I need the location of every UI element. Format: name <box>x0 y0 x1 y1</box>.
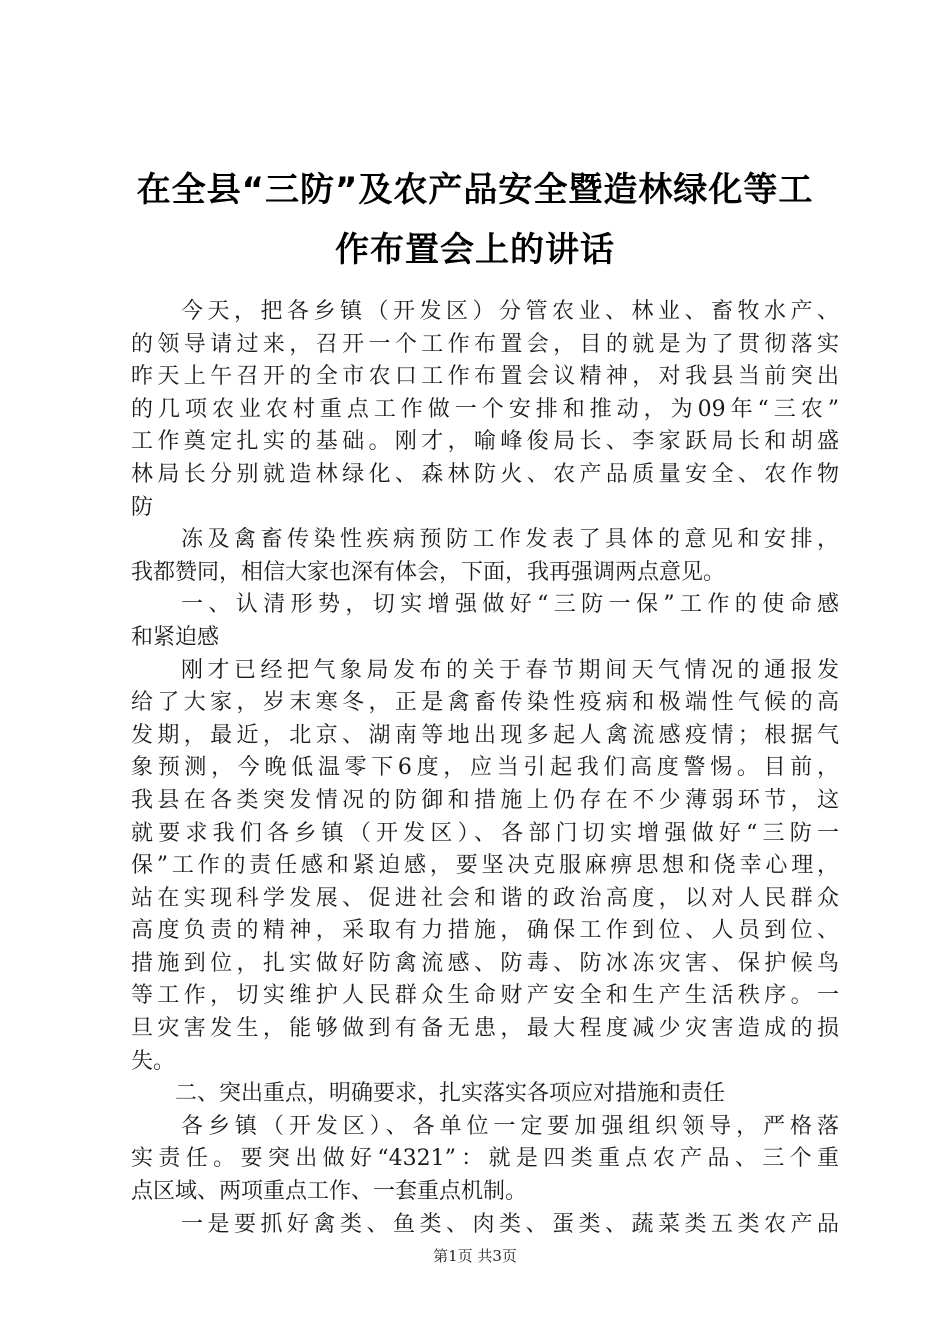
body-line: 象预测，今晚低温零下6度，应当引起我们高度警惕。目前， <box>131 755 839 781</box>
body-line: 实责任。要突出做好“4321”：就是四类重点农产品、三个重 <box>131 1146 839 1172</box>
page-footer <box>0 1246 950 1266</box>
body-line: 的几项农业农村重点工作做一个安排和推动，为09年“三农” <box>131 396 839 422</box>
document-title <box>100 160 850 280</box>
body-line: 保”工作的责任感和紧迫感，要坚决克服麻痹思想和侥幸心理， <box>131 853 839 879</box>
body-line: 等工作，切实维护人民群众生命财产安全和生产生活秩序。一 <box>131 983 839 1009</box>
body-line: 就要求我们各乡镇（开发区）、各部门切实增强做好“三防一 <box>131 820 839 846</box>
title-line-1: 在全县“三防”及农产品安全暨造林绿化等工 <box>136 170 814 210</box>
body-line: 林局长分别就造林绿化、森林防火、农产品质量安全、农作物 <box>131 461 839 487</box>
body-line: 防 <box>131 494 154 520</box>
body-line: 冻及禽畜传染性疾病预防工作发表了具体的意见和安排， <box>181 527 839 553</box>
page-number: 第1页 共3页 <box>433 1247 517 1265</box>
section-heading-1: 一、认清形势，切实增强做好“三防一保”工作的使命感 <box>181 592 839 618</box>
body-line: 我都赞同，相信大家也深有体会，下面，我再强调两点意见。 <box>131 559 726 585</box>
section-heading-2: 二、突出重点，明确要求，扎实落实各项应对措施和责任 <box>175 1081 726 1107</box>
body-line: 工作奠定扎实的基础。刚才，喻峰俊局长、李家跃局长和胡盛 <box>131 429 839 455</box>
body-line: 的领导请过来，召开一个工作布置会，目的就是为了贯彻落实 <box>131 331 839 357</box>
body-line: 各乡镇（开发区）、各单位一定要加强组织领导，严格落 <box>181 1113 839 1139</box>
body-line: 高度负责的精神，采取有力措施，确保工作到位、人员到位、 <box>131 918 839 944</box>
body-line: 今天，把各乡镇（开发区）分管农业、林业、畜牧水产、 <box>181 299 839 324</box>
body-line: 站在实现科学发展、促进社会和谐的政治高度，以对人民群众 <box>131 885 839 911</box>
section-heading-1-cont: 和紧迫感 <box>131 624 220 650</box>
title-line-2: 作布置会上的讲话 <box>335 230 615 270</box>
body-line: 点区域、两项重点工作、一套重点机制。 <box>131 1179 528 1205</box>
body-line: 我县在各类突发情况的防御和措施上仍存在不少薄弱环节，这 <box>131 787 839 813</box>
body-line: 旦灾害发生，能够做到有备无患，最大程度减少灾害造成的损 <box>131 1016 839 1042</box>
body-line: 昨天上午召开的全市农口工作布置会议精神，对我县当前突出 <box>131 364 839 390</box>
body-line: 发期，最近，北京、湖南等地出现多起人禽流感疫情；根据气 <box>131 722 839 748</box>
document-body <box>131 296 839 1241</box>
body-line: 刚才已经把气象局发布的关于春节期间天气情况的通报发 <box>181 657 839 683</box>
body-line: 给了大家，岁末寒冬，正是禽畜传染性疫病和极端性气候的高 <box>131 690 839 716</box>
body-line: 一是要抓好禽类、鱼类、肉类、蛋类、蔬菜类五类农产品 <box>181 1211 839 1237</box>
body-line: 措施到位，扎实做好防禽流感、防毒、防冰冻灾害、保护候鸟 <box>131 950 839 976</box>
body-line: 失。 <box>131 1048 176 1074</box>
